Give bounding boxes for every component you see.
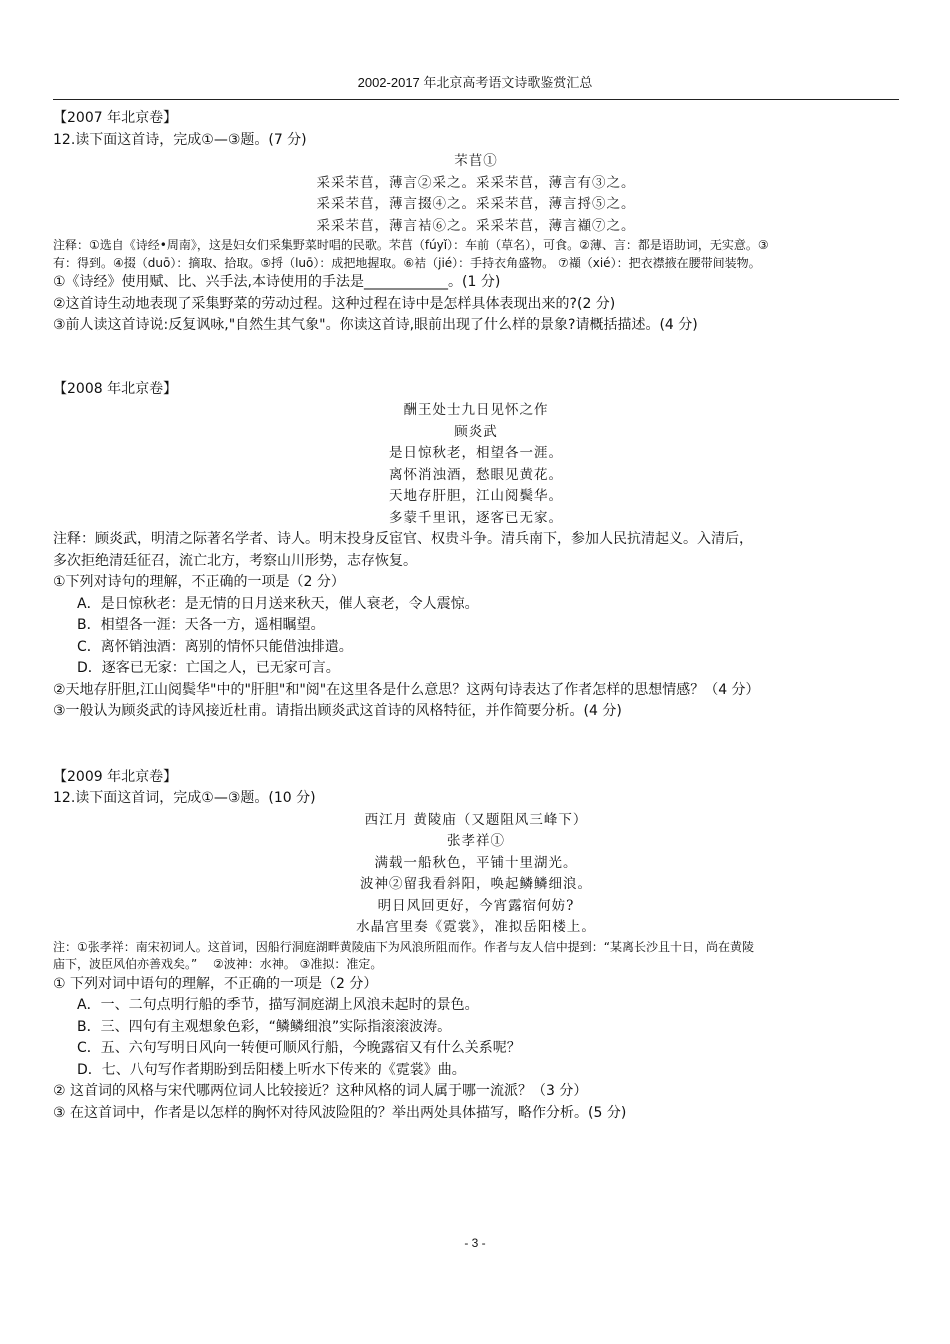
annotation-line: 庙下，波臣风伯亦善戏矣。” ②波神：水神。 ③准拟：准定。	[53, 957, 383, 971]
page-header-title: 2002-2017 年北京高考语文诗歌鉴赏汇总	[357, 75, 593, 90]
poem-line: 明日风回更好，今宵露宿何妨?	[377, 897, 575, 914]
answer-option: A．一、二句点明行船的季节，描写洞庭湖上风浪未起时的景色。	[77, 997, 479, 1013]
question-item: ②这首诗生动地表现了采集野菜的劳动过程。这种过程在诗中是怎样具体表现出来的?(2 分)	[53, 295, 616, 312]
section-heading-2008: 【2008 年北京卷】	[53, 380, 178, 397]
annotation-line: 多次拒绝清廷征召，流亡北方，考察山川形势，志存恢复。	[53, 552, 417, 569]
question-item: ③ 在这首词中，作者是以怎样的胸怀对待风波险阻的？举出两处具体描写，略作分析。(5 分)	[53, 1104, 627, 1121]
section-2009	[53, 767, 899, 1125]
question-item: ③前人读这首诗说:反复讽咏,"自然生其气象"。你读这首诗,眼前出现了什么样的景象?请概括描述。(4 分)	[53, 317, 698, 333]
poem-line: 是日惊秋老，相望各一涯。	[389, 445, 563, 461]
question-item: ①《诗经》使用赋、比、兴手法,本诗使用的手法是____________。(1 分)	[53, 274, 501, 290]
poem-line: 满载一船秋色，平铺十里湖光。	[374, 854, 578, 871]
question-item: ② 这首词的风格与宋代哪两位词人比较接近？这种风格的词人属于哪一流派？（3 分）	[53, 1083, 588, 1099]
annotation-line: 注：①张孝祥：南宋初词人。这首词，因船行洞庭湖畔黄陵庙下为风浪所阻而作。作者与友人信中提到：“某离长沙且十日，尚在黄陵	[53, 939, 754, 954]
poem-author-2008: 顾炎武	[454, 423, 498, 440]
page-number: - 3 -	[464, 1236, 486, 1250]
header-rule	[53, 99, 899, 100]
annotation-line: 注释：①选自《诗经•周南》，这是妇女们采集野菜时唱的民歌。芣苢（fúyǐ）：车前（草名），可食。②薄、言：都是语助词，无实意。③	[53, 238, 769, 252]
section-heading-2007: 【2007 年北京卷】	[53, 110, 178, 126]
annotation-line: 注释：顾炎武，明清之际著名学者、诗人。明末投身反宦官、权贵斗争。清兵南下，参加人民抗清起义。入清后，	[53, 531, 753, 547]
poem-author-2009: 张孝祥①	[447, 833, 505, 849]
poem-line: 离怀消浊酒，愁眼见黄花。	[389, 466, 563, 483]
question-intro-2009: 12.读下面这首词，完成①—③题。(10 分)	[53, 790, 316, 806]
question-item: ③一般认为顾炎武的诗风接近杜甫。请指出顾炎武这首诗的风格特征，并作简要分析。(4 分)	[53, 703, 622, 719]
answer-option: B．相望各一涯：天各一方，遥相瞩望。	[77, 617, 325, 633]
answer-option: B．三、四句有主观想象色彩，“鳞鳞细浪”实际指滚滚波涛。	[77, 1018, 452, 1035]
answer-option: D．逐客已无家：亡国之人，已无家可言。	[77, 660, 340, 676]
answer-option: C．离怀销浊酒：离别的情怀只能借浊排遣。	[77, 638, 353, 655]
answer-option: D．七、八句写作者期盼到岳阳楼上听水下传来的《霓裳》曲。	[77, 1061, 466, 1078]
section-heading-2009: 【2009 年北京卷】	[53, 768, 178, 785]
poem-title-2007: 芣苢①	[454, 153, 498, 169]
question-item: ①下列对诗句的理解，不正确的一项是（2 分）	[53, 574, 345, 590]
answer-option: A．是日惊秋老：是无情的日月送来秋天，催人衰老，令人震惊。	[77, 595, 479, 612]
question-item: ②天地存肝胆,江山阅鬓华"中的"肝胆"和"阅"在这里各是什么意思？这两句诗表达了作者怎样的思想情感？（4 分）	[53, 681, 760, 698]
answer-option: C．五、六句写明日风向一转便可顺风行船，今晚露宿又有什么关系呢？	[77, 1040, 521, 1056]
annotation-line: 有：得到。④掇（duō）：摘取、拾取。⑤捋（luō）：成把地握取。⑥袺（jié）：手持衣角盛物。 ⑦襭（xié）：把衣襟掖在腰带间装物。	[53, 255, 761, 270]
question-item: ① 下列对词中语句的理解，不正确的一项是（2 分）	[53, 975, 378, 992]
question-intro-2007: 12.读下面这首诗，完成①—③题。(7 分)	[53, 131, 307, 148]
section-2007	[53, 108, 899, 337]
poem-line: 天地存肝胆，江山阅鬓华。	[389, 488, 563, 504]
poem-line: 采采芣苢，薄言掇④之。采采芣苢，薄言捋⑤之。	[316, 196, 636, 212]
poem-title-2008: 酬王处士九日见怀之作	[403, 402, 549, 418]
section-2008	[53, 379, 899, 723]
poem-line: 水晶宫里奏《霓裳》，准拟岳阳楼上。	[356, 919, 596, 935]
poem-line: 采采芣苢，薄言袺⑥之。采采芣苢，薄言襭⑦之。	[316, 217, 636, 234]
poem-title-2009: 西江月 黄陵庙（又题阻风三峰下）	[364, 811, 588, 828]
poem-line: 采采芣苢，薄言②采之。采采芣苢，薄言有③之。	[316, 174, 636, 191]
document-body	[53, 108, 899, 1124]
poem-line: 波神②留我看斜阳，唤起鳞鳞细浪。	[360, 876, 592, 892]
poem-line: 多蒙千里讯，逐客已无家。	[389, 509, 563, 526]
